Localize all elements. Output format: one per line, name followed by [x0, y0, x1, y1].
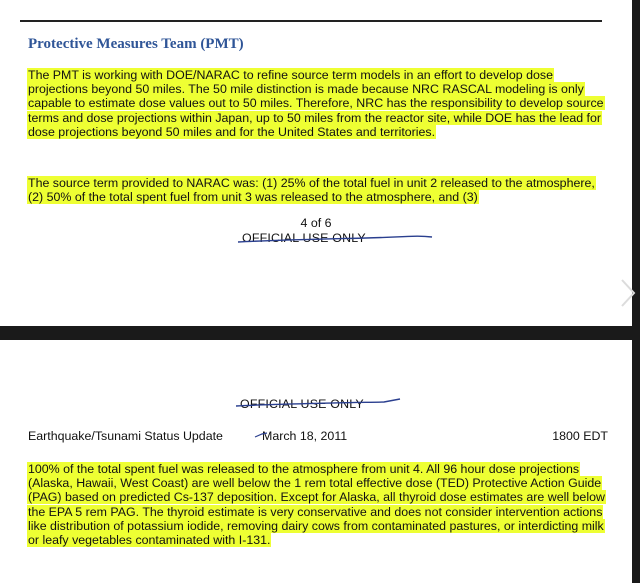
status-title: Earthquake/Tsunami Status Update: [28, 429, 223, 443]
official-use-marking: OFFICIAL USE ONLY: [242, 231, 366, 245]
paragraph-spent-fuel: [27, 462, 607, 547]
chevron-right-icon: [616, 276, 640, 310]
highlighted-text: The source term provided to NARAC was: (1) 25% of the total fuel in unit 2 released to the atmosphere, (2) 50% of the total spent fuel from unit 3 was released to the atmosphere, and (3): [28, 176, 595, 205]
pen-strike-mark: [236, 230, 436, 250]
official-use-marking: OFFICIAL USE ONLY: [240, 397, 364, 411]
paragraph-pmt: [27, 68, 607, 139]
next-page-button[interactable]: [616, 276, 640, 310]
pen-tick-mark: [254, 429, 268, 441]
status-date: March 18, 2011: [262, 429, 348, 443]
paragraph-source-term: [27, 176, 607, 204]
status-time: 1800 EDT: [552, 429, 608, 443]
pen-strike-mark: [234, 395, 404, 415]
highlighted-text: 100% of the total spent fuel was released to the atmosphere from unit 4. All 96 hour dose projections (Alaska, Hawaii, West Coast) are well below the 1 rem total effective dose (TED) Protective Action Guide (PAG) based on predicted Cs-137 deposition. Except for Alaska, all thyroid dose estimates are well below the EPA 5 rem PAG. The thyroid estimate is very conservative and does not consider intervention actions like distribution of potassium iodide, removing dairy cows from contaminated pastures, or interdicting milk or leafy vegetables contaminated with I-131.: [28, 462, 605, 548]
section-heading: Protective Measures Team (PMT): [28, 36, 244, 52]
document-page-bottom: [0, 340, 632, 583]
highlighted-text: The PMT is working with DOE/NARAC to refine source term models in an effort to develop dose projections beyond 50 miles. The 50 mile distinction is made because NRC RASCAL modeling is only capable to estimate dose values out to 50 miles. Therefore, NRC has the responsibility to develop source terms and dose projections within Japan, up to 50 miles from the reactor site, while DOE has the lead for dose projections beyond 50 miles and for the United States and territories.: [28, 68, 604, 139]
page-number: 4 of 6: [300, 216, 332, 230]
top-rule: [20, 20, 602, 22]
